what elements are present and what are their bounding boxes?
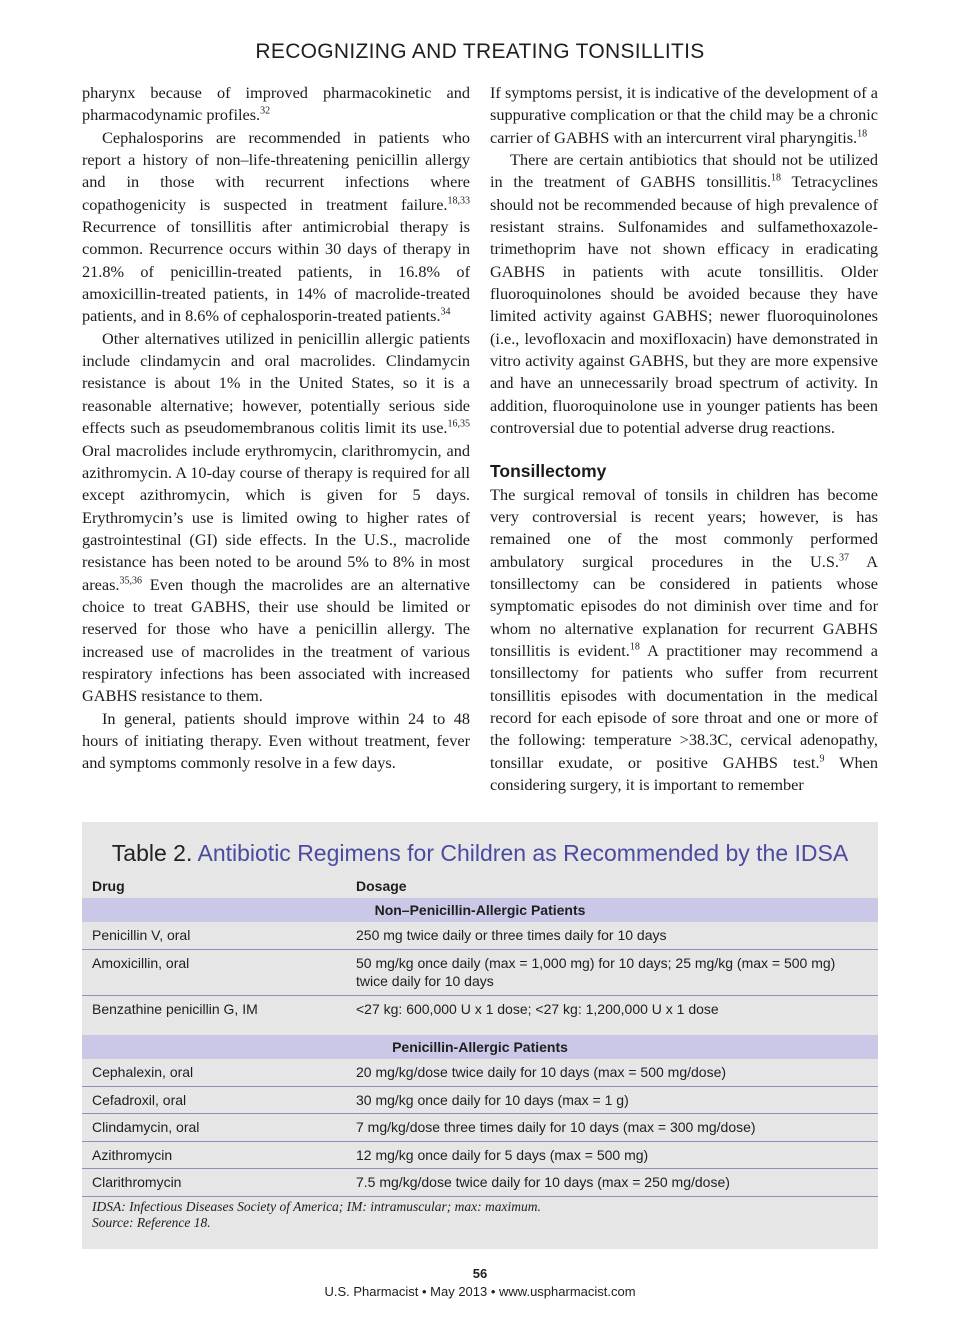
table-title-text: Antibiotic Regimens for Children as Recommended by the IDSA bbox=[197, 840, 849, 866]
drug-cell: Benzathine penicillin G, IM bbox=[92, 1000, 258, 1017]
footer-publication-line: U.S. Pharmacist • May 2013 • www.uspharmacist.com bbox=[324, 1284, 636, 1299]
table-title bbox=[82, 840, 878, 867]
dosage-cell: 30 mg/kg once daily for 10 days (max = 1 g) bbox=[356, 1091, 629, 1108]
paragraph: Other alternatives utilized in penicillin allergic patients include clindamycin and oral macrolides. Clindamycin resistance is about 1% in the United States, so it is a reasonable alternative; however, potentially serious side effects such as pseudomembranous colitis limit its use.$^{16,35}$ Oral macrolides include erythromycin, clarithromycin, and azithromycin. A 10-day course of therapy is required for all except azithromycin, which is given for 5 days. Erythromycin’s use is limited owing to higher rates of gastrointestinal (GI) side effects. In the U.S., macrolide resistance has been noted to be around 5% to 8% in most areas.$^{35,36}$ Even though the macrolides are an alternative choice to treat GABHS, their use should be limited or reserved for those who have a penicillin allergy. The increased use of macrolides in the treatment of various respiratory infections has been associated with increased GABHS resistance to them. bbox=[82, 328, 470, 706]
column-header-dosage: Dosage bbox=[356, 877, 407, 894]
dosage-cell: 12 mg/kg once daily for 5 days (max = 500 mg) bbox=[356, 1146, 649, 1163]
paragraph: Cephalosporins are recommended in patients who report a history of non–life-threatening penicillin allergy and in those with recurrent infections where copathogenicity is suspected in treatment failure.$^{18,33}$ Recurrence of tonsillitis after antimicrobial therapy is common. Recurrence occurs within 30 days of therapy in 21.8% of penicillin-treated patients, in 16.8% of amoxicillin-treated patients, in 14% of macrolide-treated patients, and in 8.6% of cephalosporin-treated patients.$^{34}$ bbox=[82, 127, 470, 326]
paragraph: In general, patients should improve within 24 to 48 hours of initiating therapy. Even without treatment, fever and symptoms commonly resolve in a few days. bbox=[82, 708, 470, 773]
running-head: RECOGNIZING AND TREATING TONSILLITIS bbox=[255, 40, 705, 63]
dosage-cell: 7.5 mg/kg/dose twice daily for 10 days (max = 250 mg/dose) bbox=[356, 1174, 730, 1190]
table-row bbox=[82, 996, 878, 1023]
group-header-penicillin-allergic: Penicillin-Allergic Patients bbox=[82, 1035, 878, 1059]
source-note: Source: Reference 18. bbox=[92, 1214, 211, 1230]
drug-cell: Clindamycin, oral bbox=[92, 1119, 200, 1135]
dosage-cell: <27 kg: 600,000 U x 1 dose; <27 kg: 1,200,000 U x 1 dose bbox=[356, 1000, 719, 1017]
drug-cell: Amoxicillin, oral bbox=[92, 954, 190, 971]
group-header-non-penicillin-allergic: Non–Penicillin-Allergic Patients bbox=[82, 898, 878, 922]
dosage-cell: 50 mg/kg once daily (max = 1,000 mg) for 10 days; 25 mg/kg (max = 500 mg) twice daily for 10 days bbox=[356, 954, 836, 989]
table-header-row bbox=[82, 873, 878, 898]
paragraph: If symptoms persist, it is indicative of the development of a suppurative complication or that the child may be a chronic carrier of GABHS with an intercurrent viral pharyngitis.$^{18}$ bbox=[490, 83, 878, 147]
antibiotic-regimens-table bbox=[82, 822, 878, 1249]
table-row bbox=[82, 1114, 878, 1142]
table-row bbox=[82, 1142, 878, 1170]
section-heading: Tonsillectomy bbox=[490, 460, 607, 481]
table-body bbox=[82, 873, 878, 1197]
right-column bbox=[490, 82, 878, 796]
table-row bbox=[82, 1087, 878, 1115]
page-number: 56 bbox=[472, 1266, 488, 1281]
column-header-drug: Drug bbox=[92, 877, 125, 894]
drug-cell: Penicillin V, oral bbox=[92, 927, 191, 943]
group-spacer bbox=[82, 1022, 878, 1035]
dosage-cell: 250 mg twice daily or three times daily for 10 days bbox=[356, 927, 667, 943]
drug-cell: Cephalexin, oral bbox=[92, 1064, 194, 1080]
table-row bbox=[82, 1169, 878, 1197]
table-row bbox=[82, 1059, 878, 1087]
table-footnotes bbox=[92, 1199, 541, 1230]
paragraph: There are certain antibiotics that should not be utilized in the treatment of GABHS tonsillitis.$^{18}$ Tetracyclines should not be recommended because of high prevalence of resistant strains. Sulfonamides and sulfamethoxazole-trimethoprim have not shown efficacy in eradicating GABHS in patients with acute tonsillitis. Older fluoroquinolones should be avoided because they have limited activity against GABHS; newer fluoroquinolones (i.e., levofloxacin and moxifloxacin) have demonstrated in vitro activity against GABHS, but they are more expensive and have an unnecessarily broad spectrum of activity. In addition, fluoroquinolone use in younger patients has been controversial due to potential adverse drug reactions. bbox=[490, 150, 878, 438]
left-column bbox=[82, 82, 470, 775]
table-row bbox=[82, 950, 878, 996]
paragraph: pharynx because of improved pharmacokinetic and pharmacodynamic profiles.$^{32}$ bbox=[82, 83, 470, 125]
drug-cell: Clarithromycin bbox=[92, 1174, 182, 1190]
table-row bbox=[82, 922, 878, 950]
drug-cell: Azithromycin bbox=[92, 1146, 173, 1163]
paragraph: The surgical removal of tonsils in children has become very controversial is recent years; however, is has remained one of the most commonly performed ambulatory surgical procedures in the U.S.$^{37}$ A tonsillectomy can be considered in patients whose symptomatic episodes do not diminish over time and for whom no alternative explanation for recurrent GABHS tonsillitis is evident.$^{18}$ A practitioner may recommend a tonsillectomy for patients who suffer from recurrent tonsillitis episodes with documentation in the medical record for each episode of sore throat and one or more of the following: temperature >38.3C, cervical adenopathy, tonsillar exudate, or positive GAHBS test.$^9$ When considering surgery, it is important to remember bbox=[490, 484, 879, 794]
drug-cell: Cefadroxil, oral bbox=[92, 1091, 187, 1108]
abbreviations-note: IDSA: Infectious Diseases Society of America; IM: intramuscular; max: maximum. bbox=[92, 1199, 541, 1214]
dosage-cell: 7 mg/kg/dose three times daily for 10 days (max = 300 mg/dose) bbox=[356, 1119, 756, 1135]
dosage-cell: 20 mg/kg/dose twice daily for 10 days (max = 500 mg/dose) bbox=[356, 1064, 727, 1080]
table-label: Table 2. bbox=[111, 840, 193, 866]
